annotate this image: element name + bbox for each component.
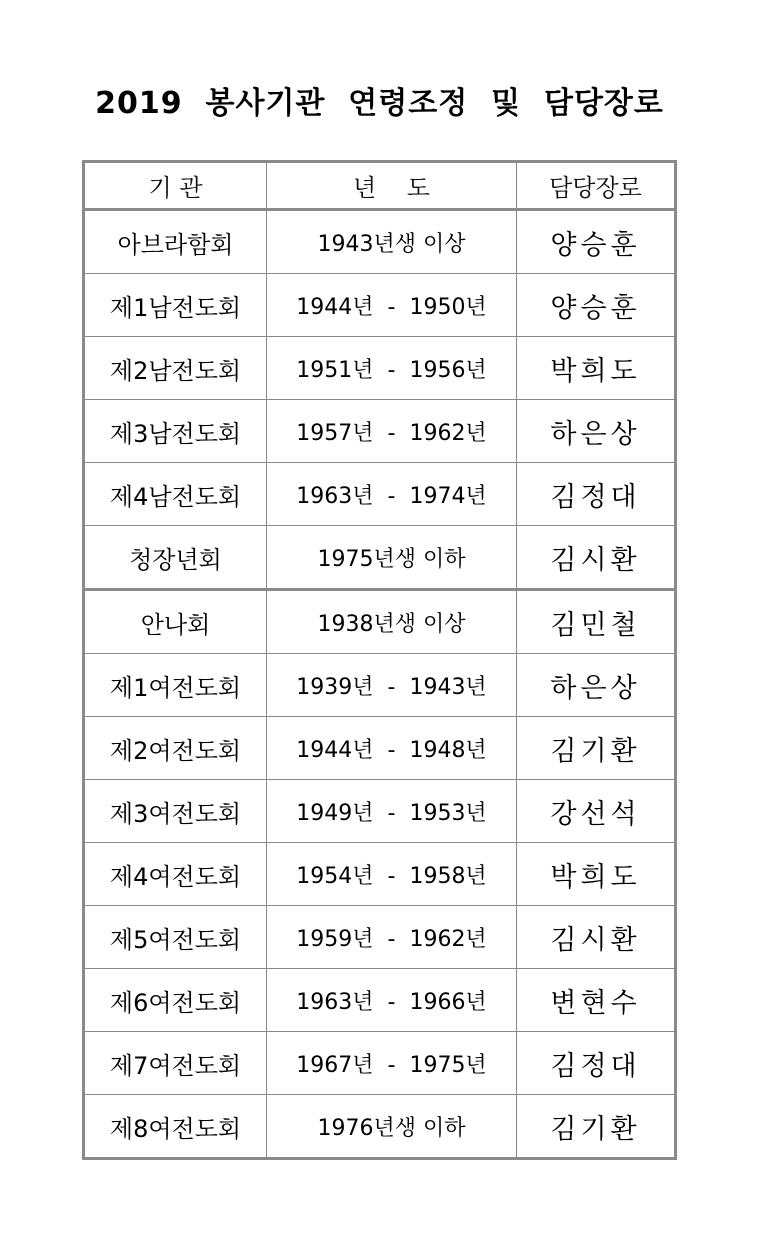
year-range-cell: 1939년 - 1943년	[267, 654, 517, 717]
table-row	[84, 590, 676, 654]
organization-cell: 제3남전도회	[84, 400, 267, 463]
organization-cell: 제1여전도회	[84, 654, 267, 717]
elder-cell: 김기환	[517, 717, 676, 780]
elder-cell: 양승훈	[517, 274, 676, 337]
elder-cell: 김기환	[517, 1095, 676, 1159]
table-row	[84, 1032, 676, 1095]
year-range-cell: 1943년생 이상	[267, 210, 517, 274]
elder-cell: 김시환	[517, 526, 676, 590]
year-range-cell: 1944년 - 1950년	[267, 274, 517, 337]
table-row	[84, 400, 676, 463]
elder-cell: 박희도	[517, 843, 676, 906]
table-row	[84, 337, 676, 400]
organization-cell: 제6여전도회	[84, 969, 267, 1032]
organization-cell: 제4남전도회	[84, 463, 267, 526]
table-row	[84, 1095, 676, 1159]
organization-cell: 제2남전도회	[84, 337, 267, 400]
table-header-row	[84, 162, 676, 210]
header-organization: 기 관	[84, 162, 267, 210]
elder-cell: 하은상	[517, 654, 676, 717]
table-row	[84, 906, 676, 969]
table-row	[84, 654, 676, 717]
year-range-cell: 1957년 - 1962년	[267, 400, 517, 463]
organization-cell: 제8여전도회	[84, 1095, 267, 1159]
organization-cell: 제7여전도회	[84, 1032, 267, 1095]
service-organization-table	[82, 160, 677, 1160]
table-row	[84, 717, 676, 780]
table-row	[84, 274, 676, 337]
elder-cell: 김정대	[517, 1032, 676, 1095]
organization-cell: 제1남전도회	[84, 274, 267, 337]
table-row	[84, 969, 676, 1032]
organization-cell: 제2여전도회	[84, 717, 267, 780]
organization-cell: 제4여전도회	[84, 843, 267, 906]
table-row	[84, 526, 676, 590]
elder-cell: 변현수	[517, 969, 676, 1032]
year-range-cell: 1963년 - 1974년	[267, 463, 517, 526]
year-range-cell: 1949년 - 1953년	[267, 780, 517, 843]
year-range-cell: 1954년 - 1958년	[267, 843, 517, 906]
year-range-cell: 1938년생 이상	[267, 590, 517, 654]
elder-cell: 박희도	[517, 337, 676, 400]
table-row	[84, 843, 676, 906]
table-row	[84, 210, 676, 274]
year-range-cell: 1963년 - 1966년	[267, 969, 517, 1032]
elder-cell: 김시환	[517, 906, 676, 969]
elder-cell: 김민철	[517, 590, 676, 654]
year-range-cell: 1976년생 이하	[267, 1095, 517, 1159]
table-row	[84, 463, 676, 526]
organization-cell: 제5여전도회	[84, 906, 267, 969]
header-year: 년 도	[267, 162, 517, 210]
document-title: 2019 봉사기관 연령조정 및 담당장로	[95, 86, 664, 121]
elder-cell: 하은상	[517, 400, 676, 463]
organization-cell: 안나회	[84, 590, 267, 654]
year-range-cell: 1951년 - 1956년	[267, 337, 517, 400]
year-range-cell: 1975년생 이하	[267, 526, 517, 590]
elder-cell: 강선석	[517, 780, 676, 843]
year-range-cell: 1944년 - 1948년	[267, 717, 517, 780]
organization-cell: 청장년회	[84, 526, 267, 590]
elder-cell: 김정대	[517, 463, 676, 526]
elder-cell: 양승훈	[517, 210, 676, 274]
table-row	[84, 780, 676, 843]
year-range-cell: 1967년 - 1975년	[267, 1032, 517, 1095]
organization-cell: 아브라함회	[84, 210, 267, 274]
header-elder: 담당장로	[517, 162, 676, 210]
organization-cell: 제3여전도회	[84, 780, 267, 843]
year-range-cell: 1959년 - 1962년	[267, 906, 517, 969]
